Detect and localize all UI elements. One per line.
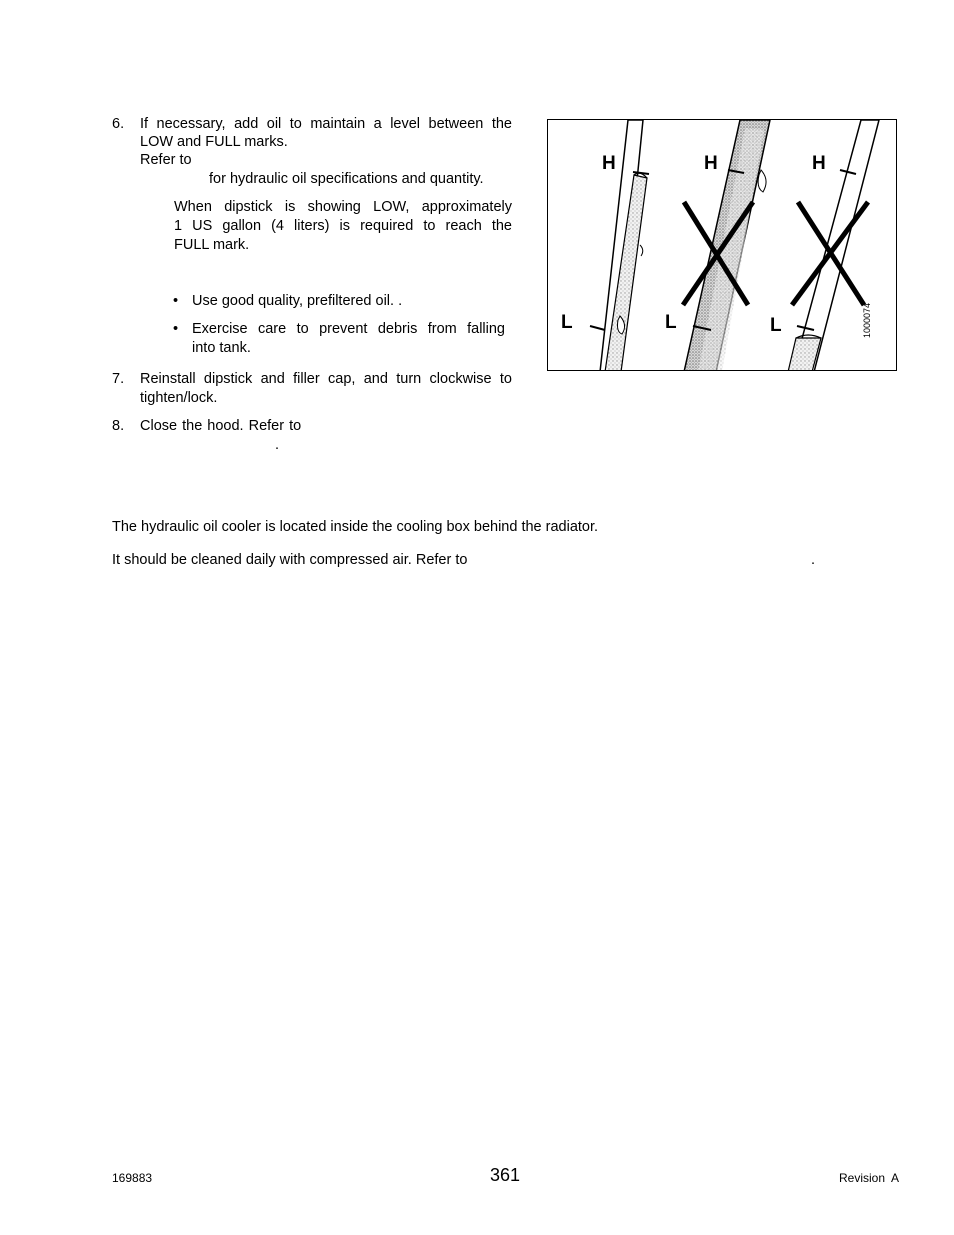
bullet-2-symbol: • xyxy=(173,321,179,337)
step-6-text-line-3: for hydraulic oil specifications and quantity. xyxy=(209,171,484,187)
dipstick-1-h-label: H xyxy=(602,153,616,174)
step-7-text-line-2: tighten/lock. xyxy=(140,390,218,406)
step-8-number: 8. xyxy=(112,418,125,434)
dipstick-illustration xyxy=(548,120,897,371)
step-6-text-line-1: If necessary, add oil to maintain a level between the xyxy=(140,116,512,132)
step-8-text-line-1: Close the hood. Refer to xyxy=(140,418,302,434)
bullet-2-text-line-1: Exercise care to prevent debris from falling xyxy=(192,321,505,337)
step-7-number: 7. xyxy=(112,371,125,387)
note-line-2: 1 US gallon (4 liters) is required to reach the xyxy=(174,218,512,234)
figure-id: 1000074 xyxy=(862,302,872,338)
footer-page-number: 361 xyxy=(490,1165,521,1185)
dipstick-2-l-label: L xyxy=(665,312,677,333)
dipstick-3-h-label: H xyxy=(812,153,826,174)
step-6-text-line-2: LOW and FULL marks. xyxy=(140,134,288,150)
footer-doc-number: 169883 xyxy=(112,1171,153,1185)
bullet-1-symbol: • xyxy=(173,293,179,309)
step-7-text-line-1: Reinstall dipstick and filler cap, and turn clockwise to xyxy=(140,371,512,387)
dipstick-1 xyxy=(590,120,649,371)
dipstick-2-h-label: H xyxy=(704,153,718,174)
dipstick-3-l-label: L xyxy=(770,315,782,336)
step-6-number: 6. xyxy=(112,116,125,132)
step-6-refer: Refer to xyxy=(140,152,192,168)
dipstick-figure xyxy=(547,119,897,371)
note-line-1: When dipstick is showing LOW, approximately xyxy=(174,199,512,215)
cooler-paragraph-1: The hydraulic oil cooler is located inside the cooling box behind the radiator. xyxy=(112,519,599,535)
footer-revision: Revision A xyxy=(839,1171,900,1185)
bullet-1-text: Use good quality, prefiltered oil. . xyxy=(192,293,403,309)
cooler-paragraph-2: It should be cleaned daily with compressed air. Refer to xyxy=(112,552,468,568)
dipstick-2 xyxy=(683,120,770,371)
bullet-2-text-line-2: into tank. xyxy=(192,340,251,356)
note-line-3: FULL mark. xyxy=(174,237,250,253)
step-8-period: . xyxy=(275,437,280,453)
cooler-paragraph-2-period: . xyxy=(811,552,816,568)
dipstick-1-l-label: L xyxy=(561,312,573,333)
